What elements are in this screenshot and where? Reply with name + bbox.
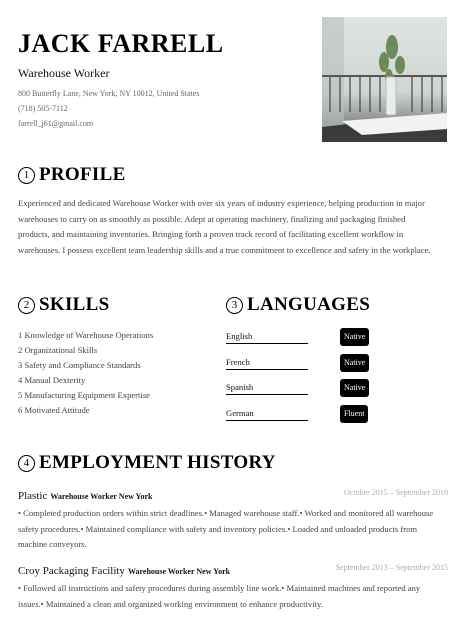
section-number-badge: 4 <box>18 455 35 472</box>
language-name: French <box>226 357 308 370</box>
candidate-job-title: Warehouse Worker <box>18 66 110 80</box>
language-level-badge: Native <box>340 379 369 397</box>
job-dates: October 2015 – September 2019 <box>344 488 448 497</box>
job-employer: Croy Packaging Facility <box>18 565 125 577</box>
employment-heading <box>18 452 276 474</box>
skills-title: SKILLS <box>39 294 110 315</box>
language-level-badge: Native <box>340 354 369 372</box>
skills-list <box>18 328 153 418</box>
skills-heading <box>18 294 109 316</box>
skill-item: 6 Motivated Attitude <box>18 405 90 415</box>
language-level-badge: Native <box>340 328 369 346</box>
profile-heading <box>18 164 126 186</box>
job-employer: Plastic <box>18 490 48 502</box>
language-row <box>226 328 374 348</box>
languages-heading <box>226 294 370 316</box>
job-header <box>18 486 448 500</box>
skill-item: 4 Manual Dexterity <box>18 375 86 385</box>
language-name: English <box>226 331 308 344</box>
job-description: • Completed production orders within strict deadlines.• Managed warehouse staff.• Worked and monitored all warehouse safety procedures.• Maintained compliance with safety and inventory policies.• Loaded and unloaded products from machine conveyors. <box>18 508 434 549</box>
candidate-name: JACK FARRELL <box>18 29 224 58</box>
skill-item: 3 Safety and Compliance Standards <box>18 360 141 370</box>
profile-photo <box>322 17 447 142</box>
language-level-badge: Fluent <box>340 405 368 423</box>
language-name: German <box>226 408 308 421</box>
language-row <box>226 354 374 374</box>
job-role: Warehouse Worker New York <box>127 567 231 576</box>
job-header <box>18 561 448 575</box>
contact-email: farrell_j61@gmail.com <box>18 119 94 128</box>
job-role: Warehouse Worker New York <box>50 492 153 501</box>
contact-address: 800 Butterfly Lane, New York, NY 10012, United States <box>18 89 200 98</box>
skill-item: 1 Knowledge of Warehouse Operations <box>18 330 154 340</box>
language-row <box>226 379 374 399</box>
profile-title: PROFILE <box>39 164 126 185</box>
skill-item: 5 Manufacturing Equipment Expertise <box>18 390 150 400</box>
contact-phone: (718) 505-7112 <box>18 104 68 113</box>
languages-title: LANGUAGES <box>247 294 371 315</box>
language-row <box>226 405 374 425</box>
section-number-badge: 2 <box>18 297 35 314</box>
section-number-badge: 1 <box>18 167 35 184</box>
section-number-badge: 3 <box>226 297 243 314</box>
profile-summary: Experienced and dedicated Warehouse Worker with over six years of industry experience, helping production in major warehouses to carry on as smoothly as possible. Adept at operating machinery, finalizing and packaging finished products, and maintaining inventories. Bringing forth a proven track record of facilitating excellent workflow in warehouses. I possess excellent team leadership skills and a true commitment to excellence and safety in the workplace. <box>18 198 431 255</box>
skill-item: 2 Organizational Skills <box>18 345 98 355</box>
job-dates: September 2013 – September 2015 <box>335 563 448 572</box>
employment-title: EMPLOYMENT HISTORY <box>39 452 276 473</box>
language-name: Spanish <box>226 382 308 395</box>
job-description: • Followed all instructions and safety procedures during assembly line work.• Maintained machines and reported any issues.• Maintained a clean and organized working environment to enhance productivity. <box>18 583 421 609</box>
